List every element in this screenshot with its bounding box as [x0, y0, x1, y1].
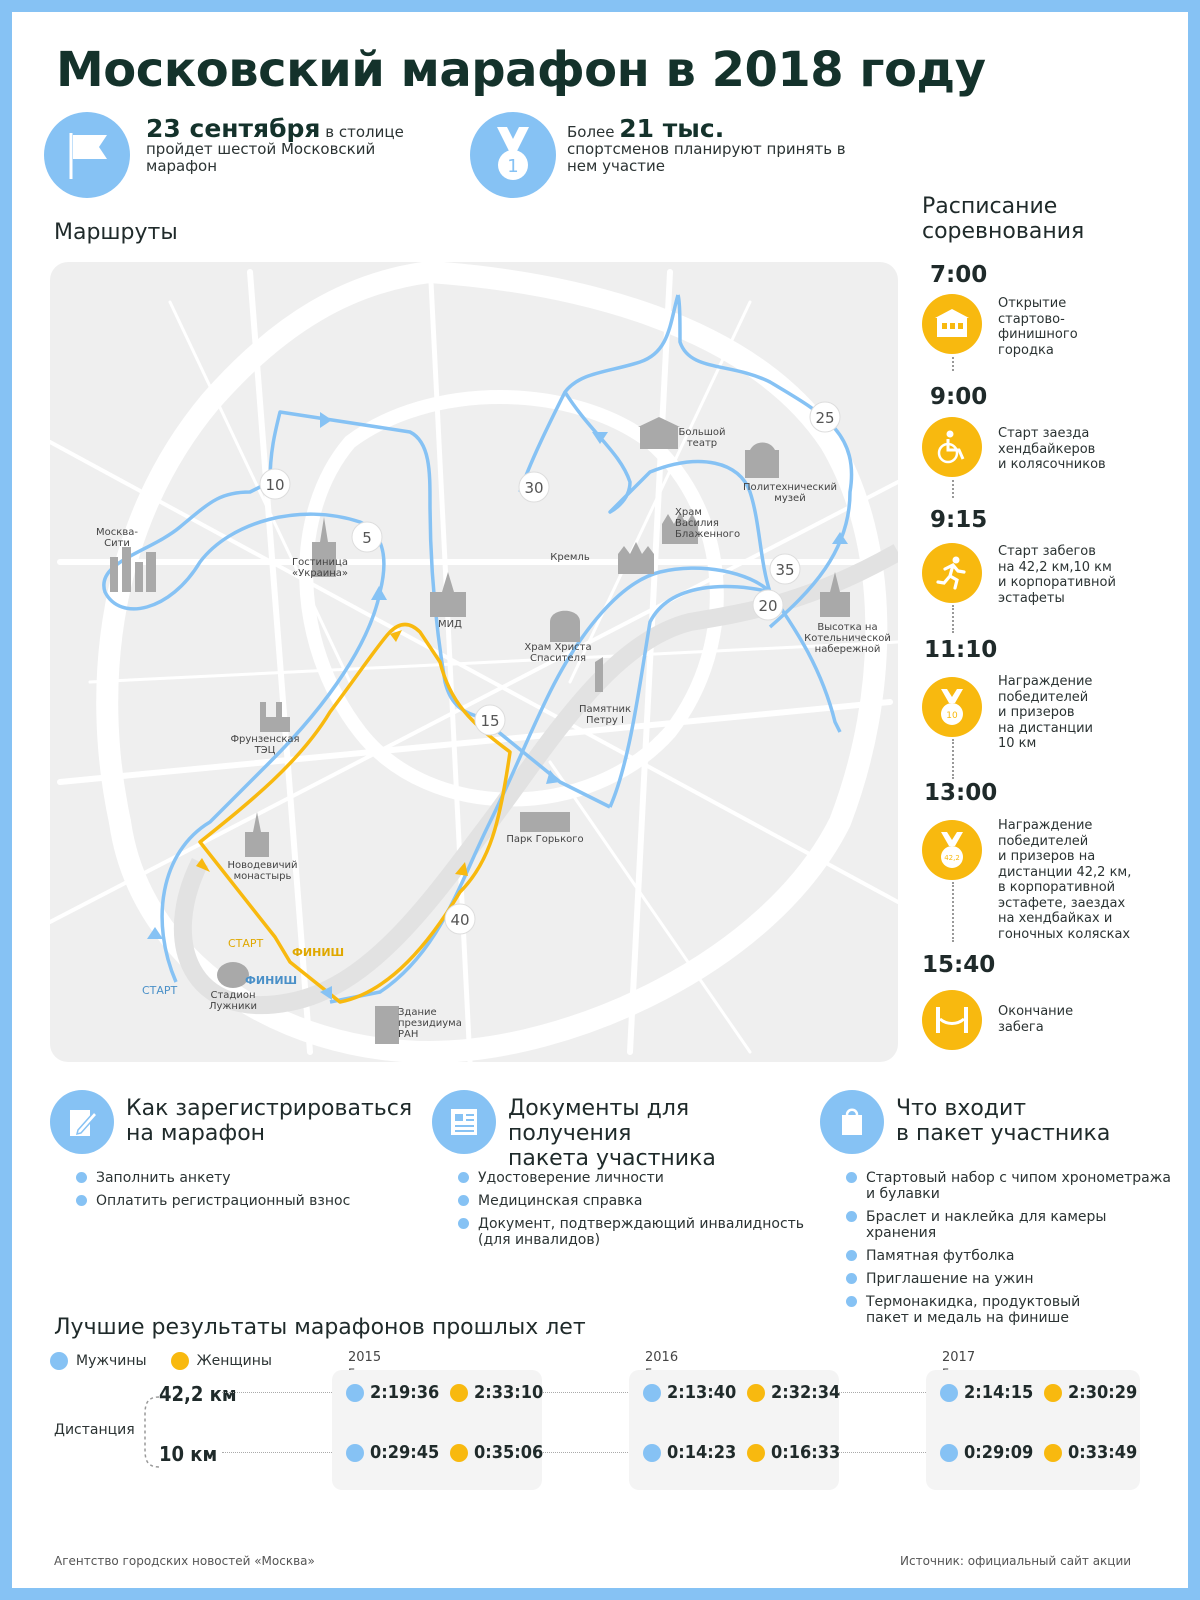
document-icon — [432, 1090, 496, 1154]
year-label: 2017 — [942, 1350, 976, 1365]
result-value: 2:19:36 — [370, 1382, 440, 1403]
men-dot — [643, 1384, 661, 1402]
result-value: 2:32:34 — [771, 1382, 841, 1403]
result-women-42 — [747, 1382, 840, 1403]
date-highlight: 23 сентября — [146, 114, 321, 143]
list-item: Оплатить регистрационный взнос — [76, 1193, 406, 1209]
schedule-connector — [952, 739, 954, 779]
section-register-list — [76, 1170, 406, 1216]
section-package-list — [846, 1170, 1176, 1333]
km-marker-15: 15 — [480, 712, 500, 730]
label-start-blue: СТАРТ — [142, 984, 178, 997]
km-marker-5: 5 — [362, 529, 372, 547]
year-label: 2016 — [645, 1350, 679, 1365]
result-men-42 — [346, 1382, 439, 1403]
result-men-10 — [346, 1442, 439, 1463]
label-finish-yellow: ФИНИШ — [292, 946, 345, 959]
results-legend — [50, 1352, 272, 1370]
date-text: пройдет шестой Московский марафон — [146, 140, 376, 175]
label-bolshoi: Большой театр — [678, 427, 726, 449]
result-value: 2:13:40 — [667, 1382, 737, 1403]
label-peter: Памятник Петру I — [578, 704, 632, 726]
flag-icon — [44, 112, 130, 198]
label-kotel: Высотка на Котельнической набережной — [804, 622, 891, 655]
list-item: Памятная футболка — [846, 1248, 1176, 1264]
section-documents-list — [458, 1170, 808, 1255]
date-info — [146, 114, 446, 175]
wheelchair-icon — [922, 417, 982, 477]
schedule-title: Расписание соревнования — [922, 194, 1085, 244]
routes-title: Маршруты — [54, 220, 178, 245]
schedule-time-4: 11:10 — [924, 637, 998, 663]
label-polytech: Политехнический музей — [742, 482, 838, 504]
date-inline: в столице — [320, 123, 404, 141]
legend-women: Женщины — [196, 1353, 272, 1369]
label-start-yellow: СТАРТ — [228, 937, 264, 950]
result-value: 2:30:29 — [1068, 1382, 1138, 1403]
women-dot — [450, 1444, 468, 1462]
schedule-time-6: 15:40 — [922, 952, 996, 978]
participants-text: спортсменов планируют принять в нем участие — [567, 140, 846, 175]
schedule-time-1: 7:00 — [930, 262, 988, 288]
women-dot — [450, 1384, 468, 1402]
section-register-title: Как зарегистрироваться на марафон — [126, 1096, 413, 1146]
schedule-connector — [952, 480, 954, 498]
men-dot — [940, 1444, 958, 1462]
result-women-42 — [450, 1382, 543, 1403]
label-novodev: Новодевичий монастырь — [227, 860, 298, 882]
schedule-connector — [952, 605, 954, 633]
route-map[interactable] — [50, 262, 898, 1062]
schedule — [920, 262, 1180, 1052]
footer-agency: Агентство городских новостей «Москва» — [54, 1554, 315, 1568]
result-men-42 — [643, 1382, 736, 1403]
distance-42: 42,2 км — [159, 1382, 237, 1406]
schedule-text-2: Старт заезда хендбайкеров и колясочников — [998, 426, 1106, 472]
label-ukraina: Гостиница «Украина» — [291, 557, 348, 579]
result-value: 0:14:23 — [667, 1442, 737, 1463]
schedule-text-4: Награждение победителей и призеров на дистанции 10 км — [998, 674, 1093, 751]
list-item: Браслет и наклейка для камеры хранения — [846, 1209, 1176, 1241]
schedule-text-5: Награждение победителей и призеров на дистанции 42,2 км, в корпоративной эстафете, заездах на хендбайках и гоночных колясках — [998, 818, 1132, 942]
medal-number: 1 — [507, 156, 519, 177]
men-dot — [643, 1444, 661, 1462]
km-marker-35: 35 — [775, 561, 795, 579]
list-item: Документ, подтверждающий инвалидность (для инвалидов) — [458, 1216, 808, 1248]
medal-42-label: 42,2 — [944, 854, 960, 862]
result-value: 0:29:09 — [964, 1442, 1034, 1463]
page-title: Московский марафон в 2018 году — [56, 42, 986, 98]
label-mid: МИД — [438, 619, 462, 630]
schedule-connector — [952, 882, 954, 942]
legend-men-dot — [50, 1352, 68, 1370]
list-item: Заполнить анкету — [76, 1170, 406, 1186]
participants-prefix: Более — [567, 123, 620, 141]
result-men-10 — [643, 1442, 736, 1463]
list-item: Медицинская справка — [458, 1193, 808, 1209]
schedule-time-3: 9:15 — [930, 507, 988, 533]
women-dot — [1044, 1384, 1062, 1402]
label-christ: Храм Христа Спасителя — [524, 642, 592, 664]
km-marker-20: 20 — [758, 597, 778, 615]
schedule-time-2: 9:00 — [930, 384, 988, 410]
list-item: Приглашение на ужин — [846, 1271, 1176, 1287]
list-item: Термонакидка, продуктовый пакет и медаль на финише — [846, 1294, 1176, 1326]
result-value: 0:35:06 — [474, 1442, 544, 1463]
runner-icon — [922, 543, 982, 603]
men-dot — [940, 1384, 958, 1402]
schedule-text-1: Открытие стартово- финишного городка — [998, 296, 1078, 358]
medal-10-label: 10 — [946, 711, 958, 721]
footer-source: Источник: официальный сайт акции — [900, 1554, 1132, 1568]
result-women-10 — [747, 1442, 840, 1463]
result-value: 0:29:45 — [370, 1442, 440, 1463]
schedule-connector — [952, 357, 954, 371]
women-dot — [747, 1384, 765, 1402]
result-men-10 — [940, 1442, 1033, 1463]
form-pen-icon — [50, 1090, 114, 1154]
list-item: Стартовый набор с чипом хронометража и булавки — [846, 1170, 1176, 1202]
legend-women-dot — [171, 1352, 189, 1370]
distance-label: Дистанция — [54, 1422, 135, 1438]
result-value: 2:33:10 — [474, 1382, 544, 1403]
label-frunze: Фрунзенская ТЭЦ — [230, 734, 300, 756]
label-moscow-city: Москва- Сити — [96, 527, 138, 549]
men-dot — [346, 1384, 364, 1402]
label-kremlin: Кремль — [550, 552, 590, 563]
finish-line-icon — [922, 990, 982, 1050]
women-dot — [747, 1444, 765, 1462]
km-marker-10: 10 — [265, 476, 285, 494]
result-women-10 — [1044, 1442, 1137, 1463]
infographic — [12, 12, 1188, 1588]
section-documents-title: Документы для получения пакета участника — [508, 1096, 716, 1171]
bag-icon — [820, 1090, 884, 1154]
result-women-10 — [450, 1442, 543, 1463]
label-ran: Здание президиума РАН — [398, 1007, 462, 1040]
result-value: 0:33:49 — [1068, 1442, 1138, 1463]
result-value: 2:14:15 — [964, 1382, 1034, 1403]
map-canvas — [50, 262, 898, 1062]
km-marker-30: 30 — [524, 479, 544, 497]
participants-info — [567, 114, 867, 175]
schedule-text-6: Окончание забега — [998, 1004, 1074, 1035]
building-icon — [922, 294, 982, 354]
km-marker-25: 25 — [815, 409, 835, 427]
label-luzhniki: Стадион Лужники — [208, 990, 258, 1012]
label-gorky: Парк Горького — [506, 834, 584, 845]
list-item: Удостоверение личности — [458, 1170, 808, 1186]
women-dot — [1044, 1444, 1062, 1462]
legend-men: Мужчины — [76, 1353, 147, 1369]
distance-10: 10 км — [159, 1442, 218, 1466]
result-men-42 — [940, 1382, 1033, 1403]
medal-icon — [470, 112, 556, 198]
label-finish-blue: ФИНИШ — [245, 974, 298, 987]
medal-10-icon — [922, 677, 982, 737]
medal-42-icon — [922, 820, 982, 880]
result-women-42 — [1044, 1382, 1137, 1403]
schedule-time-5: 13:00 — [924, 780, 998, 806]
result-value: 0:16:33 — [771, 1442, 841, 1463]
men-dot — [346, 1444, 364, 1462]
section-package-title: Что входит в пакет участника — [896, 1096, 1111, 1146]
label-vasily: Храм Василия Блаженного — [675, 507, 741, 540]
results-title: Лучшие результаты марафонов прошлых лет — [54, 1315, 586, 1340]
km-marker-40: 40 — [450, 911, 470, 929]
year-label: 2015 — [348, 1350, 382, 1365]
schedule-text-3: Старт забегов на 42,2 км,10 км и корпоративной эстафеты — [998, 544, 1116, 606]
participants-highlight: 21 тыс. — [619, 114, 725, 143]
